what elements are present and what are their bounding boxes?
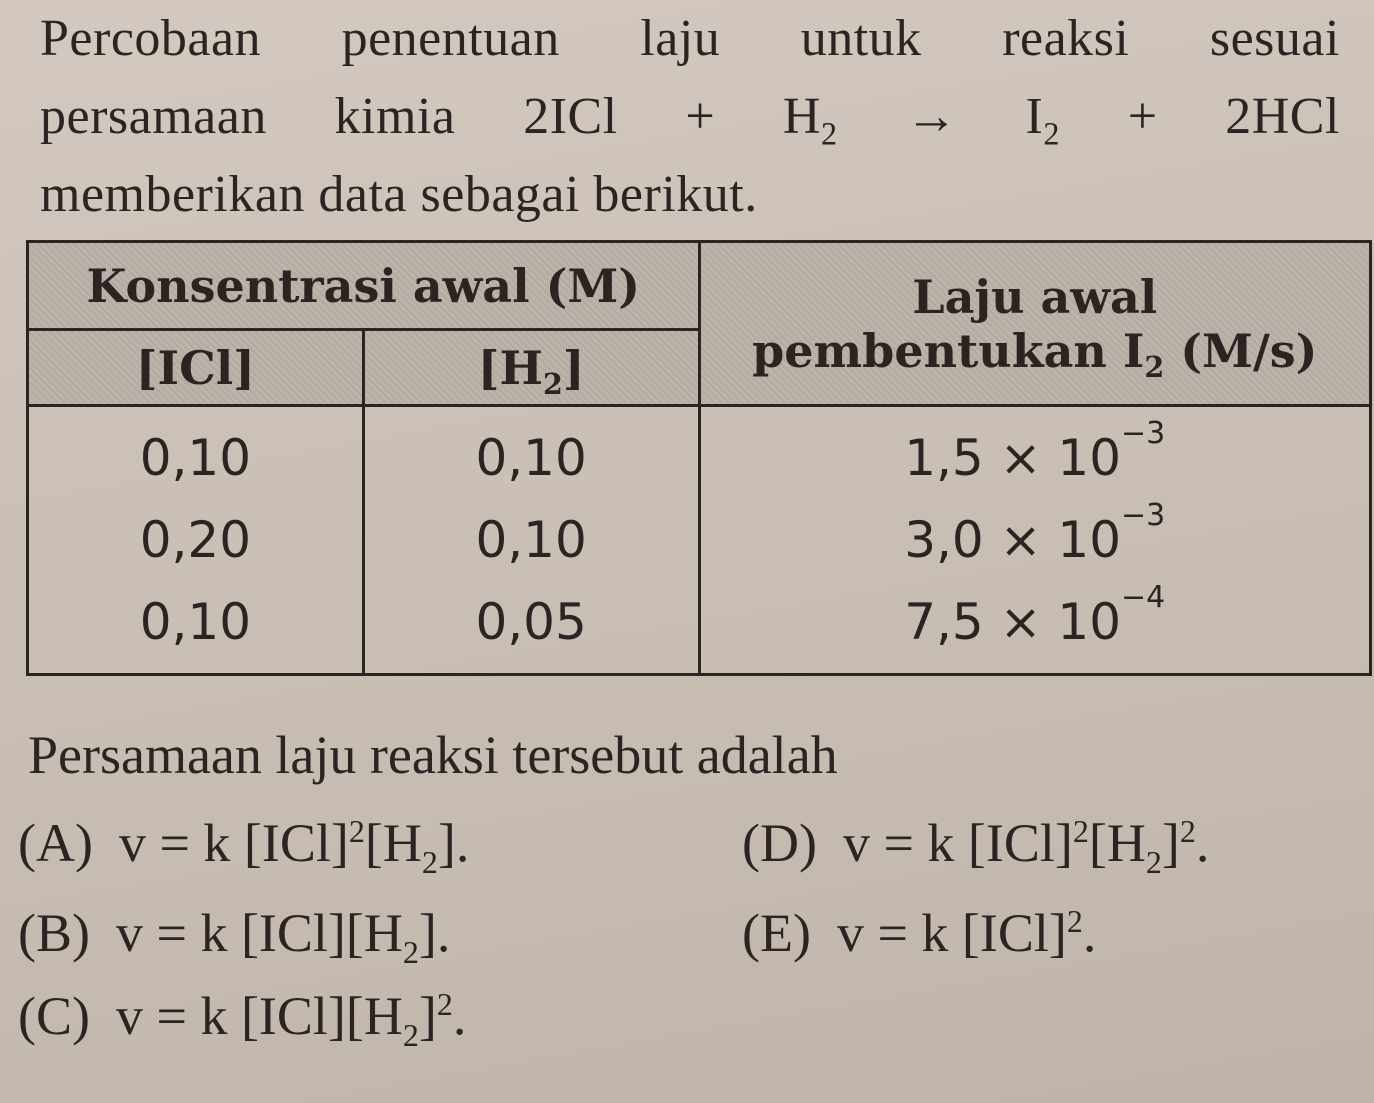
intro-word: Percobaan: [40, 10, 262, 67]
header-h2: [363, 330, 699, 406]
option-label: (C): [18, 986, 90, 1046]
question-text: Persamaan laju reaksi tersebut adalah: [28, 725, 838, 785]
option-label: (A): [18, 813, 93, 873]
intro-word: persamaan: [40, 88, 267, 145]
option-formula: [118, 812, 470, 880]
rate-exponent: −3: [1121, 416, 1166, 452]
formula-part: .: [452, 986, 467, 1046]
intro-word: reaksi: [1002, 10, 1130, 67]
rate-exponent: −4: [1121, 580, 1166, 616]
option-e[interactable]: [742, 902, 1096, 964]
subscript: 2: [1144, 349, 1165, 384]
intro-word: untuk: [800, 10, 922, 67]
intro-line-1: [40, 0, 1340, 78]
superscript: 2: [1179, 813, 1196, 849]
rate-data-table: [26, 240, 1372, 676]
intro-line-3: memberikan data sebagai berikut.: [40, 166, 758, 223]
table-cell-h2: 0,10: [475, 511, 587, 569]
option-formula: [842, 812, 1210, 880]
superscript: 2: [436, 986, 453, 1022]
option-formula: [837, 902, 1096, 964]
rate-exponent: −3: [1121, 498, 1166, 534]
column-h2-values: [363, 406, 699, 675]
header-rate-unit: (M/s): [1164, 323, 1318, 378]
formula-part: .: [1195, 813, 1210, 873]
rate-mantissa: 3,0 × 10: [904, 511, 1122, 569]
formula-part: [H: [345, 986, 403, 1046]
subscript: 2: [542, 366, 563, 401]
rate-mantissa: 7,5 × 10: [904, 593, 1122, 651]
reaction-arrow: →: [905, 88, 958, 145]
formula-part: ].: [418, 903, 451, 963]
option-a[interactable]: [18, 812, 470, 880]
formula-part: [H: [364, 813, 422, 873]
product-hcl: 2HCl: [1225, 88, 1340, 145]
intro-word: kimia: [334, 88, 456, 145]
rate-mantissa: 1,5 × 10: [904, 429, 1122, 487]
column-rate-values: [699, 406, 1371, 675]
table-cell-h2: 0,05: [475, 593, 587, 651]
product-i2-symbol: I: [1025, 88, 1044, 145]
option-d[interactable]: [742, 812, 1210, 880]
option-formula: [115, 902, 451, 970]
intro-word: penentuan: [341, 10, 560, 67]
table-cell-icl: 0,20: [139, 511, 252, 569]
option-c[interactable]: [18, 985, 467, 1053]
table-cell-rate: [701, 417, 1370, 499]
formula-part: ]: [418, 986, 437, 1046]
header-rate-line-2: [701, 323, 1370, 384]
option-label: (E): [742, 903, 811, 963]
table-cell-rate: [701, 499, 1370, 581]
header-rate-text: pembentukan I: [752, 323, 1145, 378]
header-icl: [ICl]: [28, 330, 364, 406]
reactant-h2-symbol: H: [782, 88, 821, 145]
subscript: 2: [820, 115, 838, 152]
formula-part: v = k [ICl]: [842, 813, 1073, 873]
plus-sign: +: [1127, 88, 1158, 145]
formula-part: v = k [ICl]: [836, 903, 1067, 963]
table-cell-rate: [701, 581, 1370, 663]
header-rate-line-1: Laju awal: [912, 269, 1158, 324]
superscript: 2: [348, 813, 365, 849]
subscript: 2: [421, 843, 438, 880]
option-label: (D): [742, 813, 817, 873]
formula-part: v = k [ICl]: [115, 903, 346, 963]
option-label: (B): [18, 903, 90, 963]
formula-part: ]: [1161, 813, 1180, 873]
superscript: 2: [1072, 813, 1089, 849]
intro-word: sesuai: [1209, 10, 1340, 67]
table-cell-icl: 0,10: [139, 593, 252, 651]
intro-paragraph: [40, 0, 1340, 234]
subscript: 2: [1145, 843, 1162, 880]
intro-word: laju: [640, 10, 721, 67]
header-initial-concentration: Konsentrasi awal (M): [28, 242, 700, 330]
superscript: 2: [1066, 903, 1083, 939]
subscript: 2: [402, 1016, 419, 1053]
option-formula: [115, 985, 467, 1053]
formula-part: [H: [1088, 813, 1146, 873]
table-cell-icl: 0,10: [139, 429, 252, 487]
header-initial-rate: [699, 242, 1371, 406]
intro-line-2: [40, 78, 1340, 156]
formula-part: ].: [437, 813, 470, 873]
plus-sign: +: [685, 88, 716, 145]
formula-part: v = k [ICl]: [118, 813, 349, 873]
subscript: 2: [1043, 115, 1060, 152]
reactant-icl: 2ICl: [523, 88, 618, 145]
option-b[interactable]: [18, 902, 451, 970]
formula-part: v = k [ICl]: [115, 986, 346, 1046]
product-i2: [1026, 78, 1060, 156]
header-h2-close: ]: [562, 340, 585, 395]
header-h2-open: [H: [477, 340, 543, 395]
column-icl-values: [28, 406, 364, 675]
reactant-h2: [783, 78, 838, 156]
formula-part: .: [1082, 903, 1097, 963]
table-cell-h2: 0,10: [475, 429, 587, 487]
subscript: 2: [402, 933, 419, 970]
formula-part: [H: [345, 903, 403, 963]
